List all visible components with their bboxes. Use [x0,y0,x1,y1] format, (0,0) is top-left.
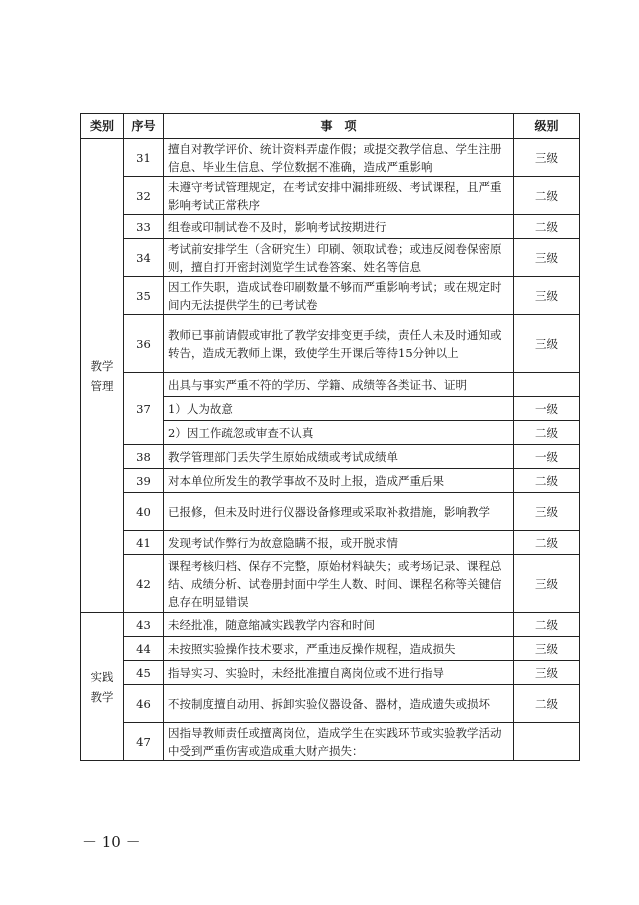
row-level: 三级 [514,239,580,277]
row-number: 47 [124,723,164,761]
table-row [81,531,580,555]
row-level: 三级 [514,277,580,315]
table-row [81,139,580,177]
row-matter: 未遵守考试管理规定，在考试安排中漏排班级、考试课程，且严重影响考试正常秩序 [164,177,514,215]
row-level: 二级 [514,613,580,637]
table-row [81,493,580,531]
row-matter: 已报修，但未及时进行仪器设备修理或采取补救措施，影响教学 [164,493,514,531]
row-level: 二级 [514,531,580,555]
row-matter: 不按制度擅自动用、拆卸实验仪器设备、器材，造成遗失或损坏 [164,685,514,723]
category-label: 教学管理 [90,358,114,393]
table-row [81,723,580,761]
table-row [81,637,580,661]
row-matter: 组卷或印制试卷不及时，影响考试按期进行 [164,215,514,239]
header-level: 级别 [514,114,580,139]
table-row [81,277,580,315]
row-level: 二级 [514,469,580,493]
row-number: 45 [124,661,164,685]
row-matter: 对本单位所发生的教学事故不及时上报，造成严重后果 [164,469,514,493]
table-row [81,555,580,613]
row-number: 36 [124,315,164,373]
row-level: 二级 [514,685,580,723]
table-row [81,661,580,685]
row-level: 三级 [514,555,580,613]
row-level: 三级 [514,315,580,373]
row-level: 三级 [514,139,580,177]
table-row [81,239,580,277]
row-number: 44 [124,637,164,661]
row-level [514,373,580,397]
rules-table [80,113,580,761]
row-matter: 未按照实验操作技术要求，严重违反操作规程，造成损失 [164,637,514,661]
row-number: 33 [124,215,164,239]
row-matter: 考试前安排学生（含研究生）印刷、领取试卷；或违反阅卷保密原则，擅自打开密封浏览学生试卷答案、姓名等信息 [164,239,514,277]
row-number: 32 [124,177,164,215]
row-number: 38 [124,445,164,469]
row-matter: 擅自对教学评价、统计资料弄虚作假；或提交教学信息、学生注册信息、毕业生信息、学位数据不准确，造成严重影响 [164,139,514,177]
row-matter: 未经批准，随意缩减实践教学内容和时间 [164,613,514,637]
header-category: 类别 [81,114,124,139]
table-row [81,315,580,373]
row-number: 40 [124,493,164,531]
table-row [81,177,580,215]
row-matter: 指导实习、实验时，未经批准擅自离岗位或不进行指导 [164,661,514,685]
row-level: 三级 [514,637,580,661]
row-number: 34 [124,239,164,277]
category-label: 实践教学 [90,669,114,704]
header-matter: 事 项 [164,114,514,139]
table-row [81,613,580,637]
table-row [81,373,580,397]
table-row [81,445,580,469]
row-level: 二级 [514,177,580,215]
page-number: － 10 － [82,833,141,851]
row-number: 43 [124,613,164,637]
row-level: 一级 [514,445,580,469]
table-row [81,685,580,723]
row-number: 46 [124,685,164,723]
table-row [81,215,580,239]
row-number: 37 [124,373,164,445]
row-level: 二级 [514,421,580,445]
header-number: 序号 [124,114,164,139]
row-matter: 发现考试作弊行为故意隐瞒不报，或开脱求情 [164,531,514,555]
row-level: 二级 [514,215,580,239]
row-number: 41 [124,531,164,555]
row-level: 三级 [514,493,580,531]
row-number: 42 [124,555,164,613]
row-matter: 教师已事前请假或审批了教学安排变更手续，责任人未及时通知或转告，造成无教师上课，致使学生开课后等待15分钟以上 [164,315,514,373]
table-row [81,469,580,493]
row-matter: 教学管理部门丢失学生原始成绩或考试成绩单 [164,445,514,469]
category-cell-teaching-management [81,139,124,613]
row-level: 一级 [514,397,580,421]
row-level [514,723,580,761]
row-matter: 出具与事实严重不符的学历、学籍、成绩等各类证书、证明 [164,373,514,397]
row-matter: 课程考核归档、保存不完整，原始材料缺失；或考场记录、课程总结、成绩分析、试卷册封面中学生人数、时间、课程名称等关键信息存在明显错误 [164,555,514,613]
row-matter: 2）因工作疏忽或审查不认真 [164,421,514,445]
row-level: 三级 [514,661,580,685]
row-number: 31 [124,139,164,177]
row-number: 35 [124,277,164,315]
row-matter: 因工作失职，造成试卷印刷数量不够而严重影响考试；或在规定时间内无法提供学生的已考试卷 [164,277,514,315]
row-matter: 因指导教师责任或擅离岗位，造成学生在实践环节或实验教学活动中受到严重伤害或造成重大财产损失： [164,723,514,761]
row-number: 39 [124,469,164,493]
category-cell-practice-teaching [81,613,124,761]
table-header-row [81,114,580,139]
row-matter: 1）人为故意 [164,397,514,421]
